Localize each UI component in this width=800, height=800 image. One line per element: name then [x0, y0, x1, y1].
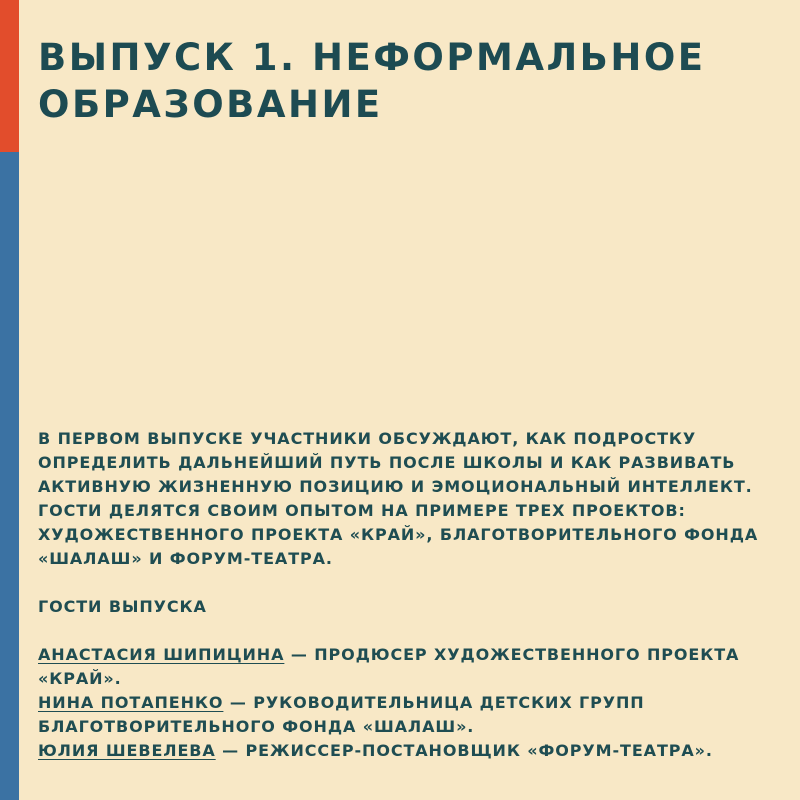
guest-description-cont: БЛАГОТВОРИТЕЛЬНОГО ФОНДА «ШАЛАШ». [38, 717, 475, 736]
guest-entry [38, 691, 783, 715]
guest-entry [38, 739, 783, 763]
intro-line: ОПРЕДЕЛИТЬ ДАЛЬНЕЙШИЙ ПУТЬ ПОСЛЕ ШКОЛЫ И КАК РАЗВИВАТЬ [38, 453, 736, 472]
intro-line: ХУДОЖЕСТВЕННОГО ПРОЕКТА «КРАЙ», БЛАГОТВОРИТЕЛЬНОГО ФОНДА [38, 525, 759, 544]
guests-heading: ГОСТИ ВЫПУСКА [38, 597, 207, 616]
accent-stripe-blue [0, 152, 19, 800]
guest-description: — РУКОВОДИТЕЛЬНИЦА ДЕТСКИХ ГРУПП [223, 693, 645, 712]
intro-line: «ШАЛАШ» И ФОРУМ-ТЕАТРА. [38, 549, 333, 568]
guest-description: — ПРОДЮСЕР ХУДОЖЕСТВЕННОГО ПРОЕКТА [284, 645, 740, 664]
accent-stripe-orange [0, 0, 19, 152]
guest-link-sheveleva[interactable]: ЮЛИЯ ШЕВЕЛЕВА [38, 741, 216, 760]
title-line-2: ОБРАЗОВАНИЕ [38, 83, 383, 126]
guest-link-potapenko[interactable]: НИНА ПОТАПЕНКО [38, 693, 224, 712]
intro-paragraph [38, 427, 783, 571]
guest-entry [38, 643, 783, 667]
intro-line: АКТИВНУЮ ЖИЗНЕННУЮ ПОЗИЦИЮ И ЭМОЦИОНАЛЬНЫЙ ИНТЕЛЛЕКТ. [38, 477, 753, 496]
intro-line: В ПЕРВОМ ВЫПУСКЕ УЧАСТНИКИ ОБСУЖДАЮТ, КАК ПОДРОСТКУ [38, 429, 697, 448]
page-title [38, 34, 778, 128]
intro-line: ГОСТИ ДЕЛЯТСЯ СВОИМ ОПЫТОМ НА ПРИМЕРЕ ТРЕХ ПРОЕКТОВ: [38, 501, 686, 520]
episode-description [38, 427, 783, 763]
guest-description-cont: «КРАЙ». [38, 669, 122, 688]
guests-list [38, 643, 783, 763]
title-line-1: ВЫПУСК 1. НЕФОРМАЛЬНОЕ [38, 36, 706, 79]
guest-link-shipitsina[interactable]: АНАСТАСИЯ ШИПИЦИНА [38, 645, 285, 664]
guest-description: — РЕЖИССЕР-ПОСТАНОВЩИК «ФОРУМ-ТЕАТРА». [215, 741, 713, 760]
